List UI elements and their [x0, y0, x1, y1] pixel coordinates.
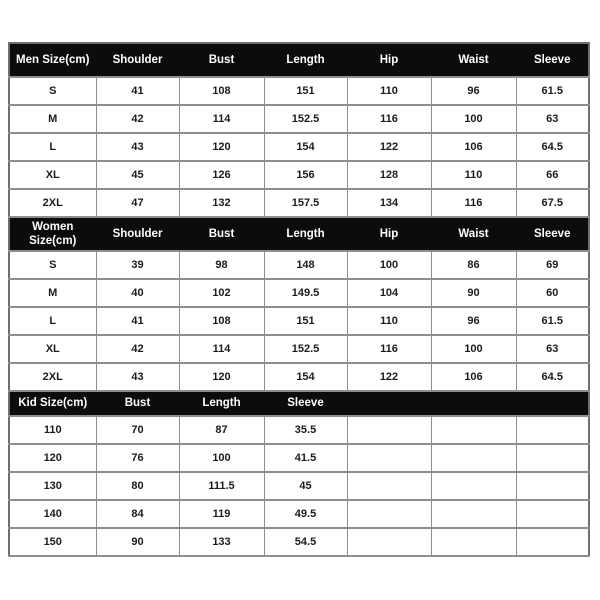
kid-value-cell — [516, 528, 589, 556]
women-value-cell: 90 — [431, 279, 516, 307]
men-header-row — [9, 43, 589, 77]
women-value-cell: 69 — [516, 251, 589, 279]
kid-value-cell — [516, 416, 589, 444]
men-value-cell: 154 — [264, 133, 347, 161]
women-value-cell: 104 — [347, 279, 431, 307]
kid-value-cell: 84 — [96, 500, 179, 528]
men-value-cell: 120 — [179, 133, 264, 161]
women-row-L — [9, 307, 589, 335]
women-value-cell: 63 — [516, 335, 589, 363]
women-value-cell: 61.5 — [516, 307, 589, 335]
women-value-cell: 86 — [431, 251, 516, 279]
women-header-cell-2: Bust — [179, 217, 264, 251]
kid-size-label: 110 — [9, 416, 96, 444]
men-value-cell: 126 — [179, 161, 264, 189]
men-value-cell: 100 — [431, 105, 516, 133]
women-value-cell: 42 — [96, 335, 179, 363]
men-value-cell: 151 — [264, 77, 347, 105]
men-value-cell: 41 — [96, 77, 179, 105]
women-value-cell: 110 — [347, 307, 431, 335]
kid-header-cell-2: Length — [179, 391, 264, 416]
kid-value-cell: 133 — [179, 528, 264, 556]
men-header-cell-6: Sleeve — [516, 43, 589, 77]
women-value-cell: 43 — [96, 363, 179, 391]
men-value-cell: 116 — [347, 105, 431, 133]
women-value-cell: 100 — [347, 251, 431, 279]
men-value-cell: 64.5 — [516, 133, 589, 161]
women-value-cell: 41 — [96, 307, 179, 335]
men-value-cell: 108 — [179, 77, 264, 105]
kid-value-cell — [431, 416, 516, 444]
women-header-cell-6: Sleeve — [516, 217, 589, 251]
men-value-cell: 122 — [347, 133, 431, 161]
kid-value-cell — [431, 500, 516, 528]
men-value-cell: 116 — [431, 189, 516, 217]
women-size-label: XL — [9, 335, 96, 363]
men-value-cell: 43 — [96, 133, 179, 161]
women-value-cell: 120 — [179, 363, 264, 391]
women-row-S — [9, 251, 589, 279]
kid-value-cell — [431, 444, 516, 472]
men-value-cell: 110 — [431, 161, 516, 189]
kid-value-cell: 35.5 — [264, 416, 347, 444]
kid-size-label: 120 — [9, 444, 96, 472]
women-value-cell: 96 — [431, 307, 516, 335]
men-size-label: M — [9, 105, 96, 133]
women-header-cell-4: Hip — [347, 217, 431, 251]
kid-header-cell-1: Bust — [96, 391, 179, 416]
women-row-M — [9, 279, 589, 307]
women-value-cell: 100 — [431, 335, 516, 363]
kid-value-cell: 76 — [96, 444, 179, 472]
men-header-cell-2: Bust — [179, 43, 264, 77]
men-value-cell: 132 — [179, 189, 264, 217]
kid-value-cell: 54.5 — [264, 528, 347, 556]
kid-header-cell-4 — [347, 391, 431, 416]
women-value-cell: 116 — [347, 335, 431, 363]
women-value-cell: 40 — [96, 279, 179, 307]
kid-value-cell — [431, 528, 516, 556]
women-value-cell: 151 — [264, 307, 347, 335]
men-size-label: 2XL — [9, 189, 96, 217]
men-value-cell: 114 — [179, 105, 264, 133]
women-value-cell: 106 — [431, 363, 516, 391]
men-row-L — [9, 133, 589, 161]
men-header-cell-4: Hip — [347, 43, 431, 77]
kid-value-cell: 45 — [264, 472, 347, 500]
men-value-cell: 157.5 — [264, 189, 347, 217]
kid-row-150 — [9, 528, 589, 556]
men-value-cell: 61.5 — [516, 77, 589, 105]
kid-header-cell-3: Sleeve — [264, 391, 347, 416]
women-size-label: 2XL — [9, 363, 96, 391]
women-value-cell: 108 — [179, 307, 264, 335]
kid-size-label: 150 — [9, 528, 96, 556]
men-header-cell-1: Shoulder — [96, 43, 179, 77]
men-size-label: L — [9, 133, 96, 161]
women-size-label: M — [9, 279, 96, 307]
men-value-cell: 152.5 — [264, 105, 347, 133]
kid-value-cell — [516, 444, 589, 472]
kid-value-cell: 111.5 — [179, 472, 264, 500]
women-value-cell: 60 — [516, 279, 589, 307]
kid-size-label: 130 — [9, 472, 96, 500]
men-header-cell-5: Waist — [431, 43, 516, 77]
kid-row-110 — [9, 416, 589, 444]
women-header-cell-3: Length — [264, 217, 347, 251]
kid-value-cell — [347, 444, 431, 472]
women-value-cell: 39 — [96, 251, 179, 279]
kid-value-cell: 80 — [96, 472, 179, 500]
men-size-label: XL — [9, 161, 96, 189]
men-value-cell: 47 — [96, 189, 179, 217]
women-value-cell: 154 — [264, 363, 347, 391]
men-value-cell: 42 — [96, 105, 179, 133]
kid-value-cell: 70 — [96, 416, 179, 444]
women-value-cell: 122 — [347, 363, 431, 391]
women-value-cell: 102 — [179, 279, 264, 307]
women-value-cell: 98 — [179, 251, 264, 279]
kid-header-cell-0: Kid Size(cm) — [9, 391, 96, 416]
kid-value-cell — [347, 472, 431, 500]
kid-value-cell: 90 — [96, 528, 179, 556]
size-chart-table — [8, 42, 590, 557]
kid-value-cell — [431, 472, 516, 500]
men-value-cell: 67.5 — [516, 189, 589, 217]
kid-value-cell: 100 — [179, 444, 264, 472]
women-header-cell-1: Shoulder — [96, 217, 179, 251]
women-value-cell: 149.5 — [264, 279, 347, 307]
women-value-cell: 114 — [179, 335, 264, 363]
women-value-cell: 148 — [264, 251, 347, 279]
men-size-label: S — [9, 77, 96, 105]
men-row-M — [9, 105, 589, 133]
men-value-cell: 156 — [264, 161, 347, 189]
men-value-cell: 110 — [347, 77, 431, 105]
kid-value-cell: 87 — [179, 416, 264, 444]
women-row-2XL — [9, 363, 589, 391]
women-value-cell: 152.5 — [264, 335, 347, 363]
men-row-S — [9, 77, 589, 105]
men-value-cell: 106 — [431, 133, 516, 161]
kid-value-cell — [516, 500, 589, 528]
men-value-cell: 63 — [516, 105, 589, 133]
kid-value-cell: 119 — [179, 500, 264, 528]
women-size-label: L — [9, 307, 96, 335]
kid-size-label: 140 — [9, 500, 96, 528]
kid-value-cell — [516, 472, 589, 500]
kid-value-cell: 49.5 — [264, 500, 347, 528]
kid-value-cell — [347, 528, 431, 556]
women-header-row — [9, 217, 589, 251]
women-header-cell-0: Women Size(cm) — [9, 217, 96, 251]
kid-header-row — [9, 391, 589, 416]
kid-value-cell — [347, 500, 431, 528]
women-row-XL — [9, 335, 589, 363]
kid-value-cell: 41.5 — [264, 444, 347, 472]
men-value-cell: 45 — [96, 161, 179, 189]
kid-value-cell — [347, 416, 431, 444]
men-row-XL — [9, 161, 589, 189]
women-value-cell: 64.5 — [516, 363, 589, 391]
size-chart-body — [9, 43, 589, 556]
women-header-cell-5: Waist — [431, 217, 516, 251]
kid-row-130 — [9, 472, 589, 500]
men-header-cell-0: Men Size(cm) — [9, 43, 96, 77]
men-row-2XL — [9, 189, 589, 217]
kid-header-cell-6 — [516, 391, 589, 416]
kid-row-120 — [9, 444, 589, 472]
men-value-cell: 134 — [347, 189, 431, 217]
kid-row-140 — [9, 500, 589, 528]
men-value-cell: 96 — [431, 77, 516, 105]
women-size-label: S — [9, 251, 96, 279]
kid-header-cell-5 — [431, 391, 516, 416]
men-value-cell: 66 — [516, 161, 589, 189]
men-header-cell-3: Length — [264, 43, 347, 77]
men-value-cell: 128 — [347, 161, 431, 189]
